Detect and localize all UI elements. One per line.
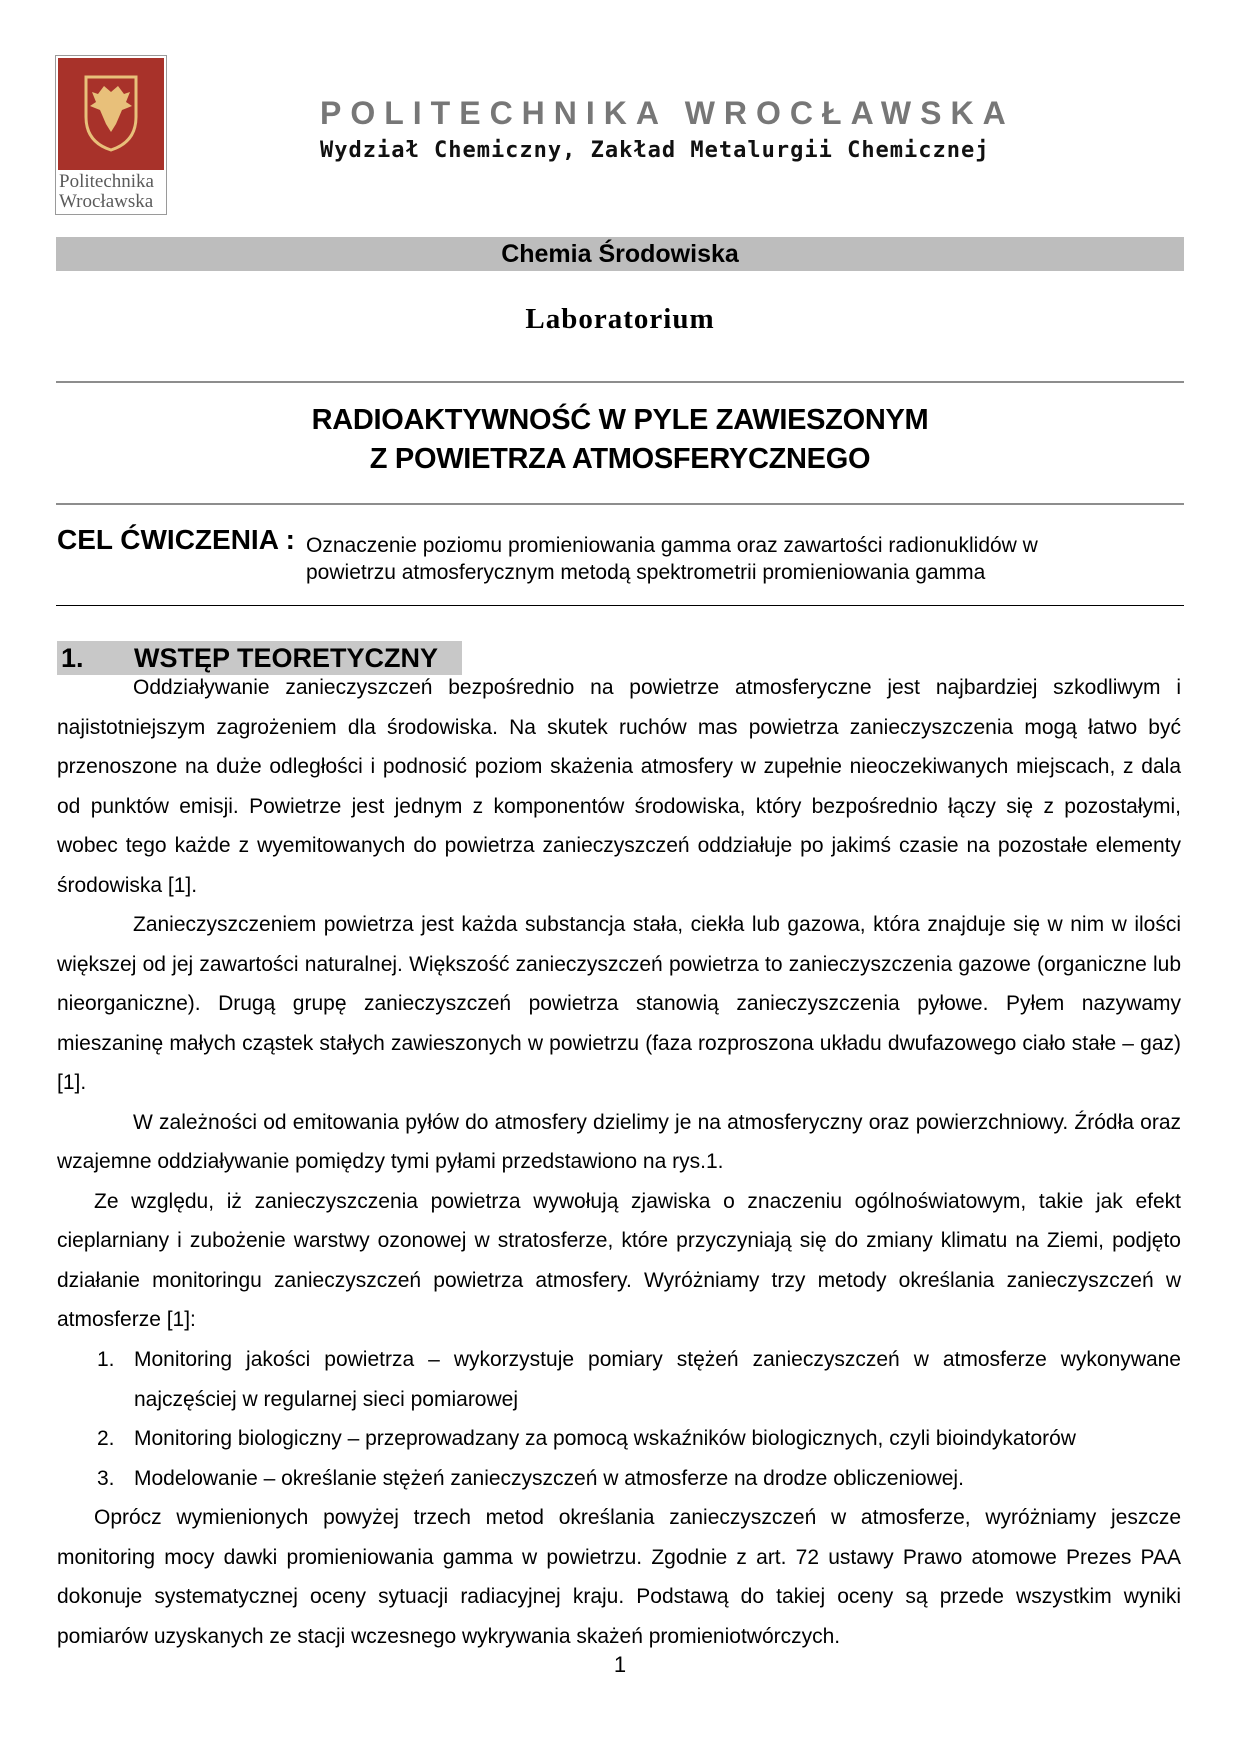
logo-wordmark bbox=[59, 172, 165, 212]
paragraph bbox=[57, 1498, 1181, 1656]
goal-label: CEL ĆWICZENIA : bbox=[57, 524, 295, 555]
list-text: Modelowanie – określanie stężeń zanieczyszczeń w atmosferze na drodze obliczeniowej. bbox=[134, 1466, 964, 1490]
paragraph-text: W zależności od emitowania pyłów do atmosfery dzielimy je na atmosferyczny oraz powierzchniowy. Źródła oraz wzajemne oddziaływanie pomiędzy tymi pyłami przedstawiono na rys.1. bbox=[57, 1110, 1181, 1173]
list-item bbox=[57, 1419, 1181, 1459]
methods-list bbox=[57, 1340, 1181, 1498]
logo-crest bbox=[58, 58, 164, 170]
list-number: 3. bbox=[97, 1466, 115, 1490]
list-text: Monitoring jakości powietrza – wykorzystuje pomiary stężeń zanieczyszczeń w atmosferze wykonywane najczęściej w regularnej sieci pomiarowej bbox=[134, 1348, 1181, 1411]
course-title: Chemia Środowiska bbox=[56, 237, 1184, 271]
list-text: Monitoring biologiczny – przeprowadzany za pomocą wskaźników biologicznych, czyli bioindykatorów bbox=[134, 1427, 1076, 1450]
paragraph-text: Zanieczyszczeniem powietrza jest każda substancja stała, ciekła lub gazowa, która znajduje się w nim w ilości większej od jej zawartości naturalnej. Większość zanieczyszczeń powietrza to zanieczyszczenia gazowe (organiczne lub nieorganiczne). Drugą grupę zanieczyszczeń powietrza stanowią zanieczyszczenia pyłowe. Pyłem nazywamy mieszaninę małych cząstek stałych zawieszonych w powietrzu (faza rozproszona układu dwufazowego ciało stałe – gaz) [1]. bbox=[57, 913, 1181, 1094]
divider bbox=[56, 503, 1184, 505]
faculty-name: Wydział Chemiczny, Zakład Metalurgii Chemicznej bbox=[320, 138, 990, 163]
list-item bbox=[57, 1459, 1181, 1499]
document-title-line2: Z POWIETRZA ATMOSFERYCZNEGO bbox=[369, 443, 871, 475]
lab-label: Laboratorium bbox=[525, 303, 715, 335]
paragraph-text: Oprócz wymienionych powyżej trzech metod określania zanieczyszczeń w atmosferze, wyróżniamy jeszcze monitoring mocy dawki promieniowania gamma w powietrzu. Zgodnie z art. 72 ustawy Prawo atomowe Prezes PAA dokonuje systematycznej oceny sytuacji radiacyjnej kraju. Podstawą do takiej oceny są przede wszystkim wyniki pomiarów uzyskanych ze stacji wczesnego wykrywania skażeń promieniotwórczych. bbox=[57, 1506, 1181, 1648]
logo-line2: Wrocławska bbox=[59, 191, 154, 212]
paragraph-text: Oddziaływanie zanieczyszczeń bezpośrednio na powietrze atmosferyczne jest najbardziej szkodliwym i najistotniejszym zagrożeniem dla środowiska. Na skutek ruchów mas powietrza zanieczyszczenia mogą łatwo być przenoszone na duże odległości i podnosić poziom skażenia atmosfery w zupełnie nieoczekiwanych miejscach, z dala od punktów emisji. Powietrze jest jednym z komponentów środowiska, który bezpośrednio łączy się z pozostałymi, wobec tego każde z wyemitowanych do powietrza zanieczyszczeń oddziałuje po jakimś czasie na pozostałe elementy środowiska [1]. bbox=[57, 676, 1181, 897]
goal-text-line2: powietrzu atmosferycznym metodą spektrometrii promieniowania gamma bbox=[306, 561, 986, 584]
list-number: 2. bbox=[97, 1427, 115, 1450]
goal-text-line1: Oznaczenie poziomu promieniowania gamma oraz zawartości radionuklidów w bbox=[306, 534, 1038, 557]
section-title: WSTĘP TEORETYCZNY bbox=[134, 643, 439, 673]
divider bbox=[56, 381, 1184, 383]
eagle-crest-icon bbox=[76, 72, 146, 152]
list-item bbox=[57, 1340, 1181, 1419]
divider bbox=[56, 605, 1184, 606]
list-number: 1. bbox=[97, 1348, 115, 1371]
page-number: 1 bbox=[613, 1652, 627, 1677]
logo-line1: Politechnika bbox=[59, 171, 154, 192]
paragraph-text: Ze względu, iż zanieczyszczenia powietrza wywołują zjawiska o znaczeniu ogólnoświatowym, takie jak efekt cieplarniany i zubożenie warstwy ozonowej w stratosferze, które przyczyniają się do zmiany klimatu na Ziemi, podjęto działanie monitoringu zanieczyszczeń powietrza atmosfery. Wyróżniamy trzy metody określania zanieczyszczeń w atmosferze [1]: bbox=[57, 1189, 1181, 1331]
section-number: 1. bbox=[61, 643, 84, 673]
document-title-line1: RADIOAKTYWNOŚĆ W PYLE ZAWIESZONYM bbox=[311, 404, 929, 436]
paragraph bbox=[57, 668, 1181, 1340]
university-logo bbox=[55, 55, 167, 215]
university-name: POLITECHNIKA WROCŁAWSKA bbox=[320, 95, 1015, 131]
